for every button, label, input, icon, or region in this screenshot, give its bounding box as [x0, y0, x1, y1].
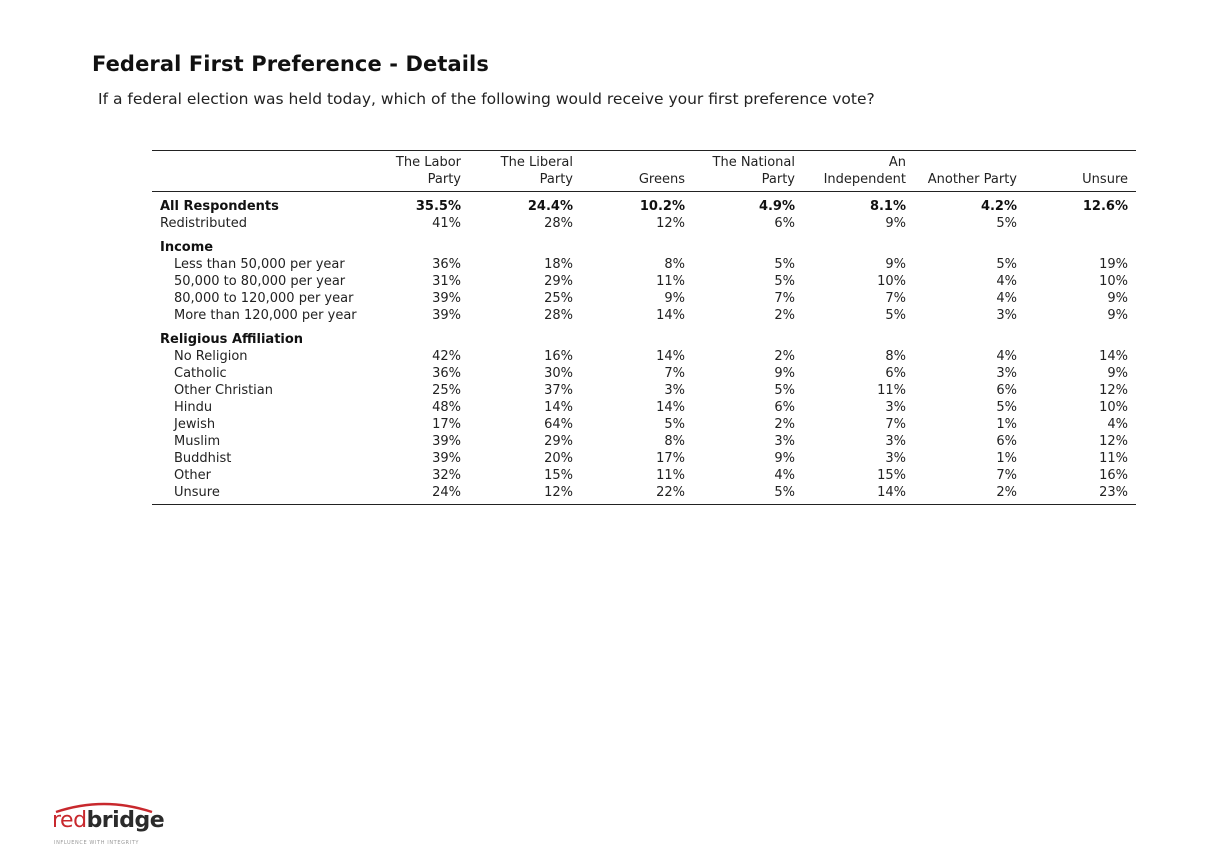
table-cell: 28%	[544, 216, 573, 231]
religion-row	[152, 348, 1136, 365]
table-cell: 30%	[544, 366, 573, 381]
table-cell: 9%	[885, 216, 906, 231]
table-cell: 1%	[996, 417, 1017, 432]
table-cell	[803, 324, 914, 348]
table-cell: 23%	[1025, 484, 1136, 505]
religion-row	[152, 382, 1136, 399]
redbridge-logo	[52, 800, 165, 852]
table-cell: 12%	[469, 484, 581, 505]
table-cell: 4%	[774, 468, 795, 483]
table-cell: 5%	[774, 274, 795, 289]
table-cell: 9%	[664, 291, 685, 306]
religion-row	[152, 399, 1136, 416]
table-cell: 17%	[432, 417, 461, 432]
income-row	[152, 256, 1136, 273]
table-cell: 32%	[432, 468, 461, 483]
table-cell: 8%	[664, 257, 685, 272]
table-cell: 3%	[664, 383, 685, 398]
table-cell: 4%	[996, 291, 1017, 306]
table-cell	[914, 324, 1025, 348]
income-row	[152, 273, 1136, 290]
row-label: Hindu	[174, 400, 213, 415]
table-cell: 37%	[544, 383, 573, 398]
row-label: No Religion	[174, 349, 248, 364]
table-cell: 9%	[1107, 366, 1128, 381]
table-cell: 2%	[774, 417, 795, 432]
table-cell: 12%	[656, 216, 685, 231]
table-cell: 9%	[774, 366, 795, 381]
logo-wordmark: redbridge	[52, 808, 165, 833]
table-cell: 5%	[885, 308, 906, 323]
row-redistributed	[152, 215, 1136, 232]
table-cell: 39%	[432, 308, 461, 323]
table-cell: 8%	[885, 349, 906, 364]
row-label: Muslim	[174, 434, 221, 449]
income-row	[152, 307, 1136, 324]
table-cell: 8.1%	[869, 199, 906, 214]
row-label: Income	[160, 240, 214, 255]
table-cell: 1%	[996, 451, 1017, 466]
religion-row	[152, 467, 1136, 484]
table-cell: 64%	[544, 417, 573, 432]
table-cell	[1025, 215, 1136, 232]
table-cell: 15%	[877, 468, 906, 483]
table-cell: 29%	[544, 434, 573, 449]
table-cell	[374, 232, 469, 256]
table-cell: 25%	[432, 383, 461, 398]
table-cell: 10%	[1099, 274, 1128, 289]
table-cell: 14%	[656, 308, 685, 323]
table-cell: 41%	[432, 216, 461, 231]
row-label: 50,000 to 80,000 per year	[174, 274, 346, 289]
table-cell: 7%	[885, 291, 906, 306]
table-cell: 5%	[996, 216, 1017, 231]
table-cell: 15%	[544, 468, 573, 483]
column-header: Greens	[581, 151, 693, 192]
table-cell: 14%	[656, 349, 685, 364]
row-label: Other	[174, 468, 211, 483]
table-cell: 4.2%	[980, 199, 1017, 214]
table-cell: 12.6%	[1082, 199, 1128, 214]
table-cell: 25%	[544, 291, 573, 306]
table-cell	[374, 324, 469, 348]
table-cell: 2%	[774, 308, 795, 323]
religion-row	[152, 416, 1136, 433]
table-cell: 31%	[432, 274, 461, 289]
table-cell: 35.5%	[415, 199, 461, 214]
row-label: All Respondents	[160, 199, 279, 214]
table-cell: 16%	[544, 349, 573, 364]
table-cell: 11%	[877, 383, 906, 398]
page-title: Federal First Preference - Details	[92, 52, 489, 76]
table-cell	[1025, 324, 1136, 348]
table-cell: 48%	[432, 400, 461, 415]
row-label: Religious Affiliation	[160, 332, 304, 347]
table-cell	[581, 232, 693, 256]
table-cell	[803, 232, 914, 256]
table-cell: 9%	[774, 451, 795, 466]
table-cell: 6%	[996, 434, 1017, 449]
header-spacer	[152, 151, 374, 192]
table-cell	[581, 324, 693, 348]
column-header: An Independent	[803, 151, 914, 192]
table-cell: 8%	[664, 434, 685, 449]
table-cell: 24.4%	[527, 199, 573, 214]
table-cell: 24%	[374, 484, 469, 505]
table-cell: 14%	[803, 484, 914, 505]
table-cell: 5%	[774, 383, 795, 398]
table-cell: 14%	[656, 400, 685, 415]
table-cell: 3%	[996, 366, 1017, 381]
table-cell	[1025, 232, 1136, 256]
religion-row	[152, 365, 1136, 382]
table-cell: 39%	[432, 434, 461, 449]
income-row	[152, 290, 1136, 307]
table-cell: 12%	[1099, 434, 1128, 449]
table-cell: 6%	[885, 366, 906, 381]
table-cell: 11%	[1099, 451, 1128, 466]
row-label: Redistributed	[160, 216, 247, 231]
table-cell: 2%	[914, 484, 1025, 505]
religion-row	[152, 450, 1136, 467]
table-cell	[469, 232, 581, 256]
table-cell: 20%	[544, 451, 573, 466]
column-header: Another Party	[914, 151, 1025, 192]
table-cell: 4%	[996, 274, 1017, 289]
column-header: Unsure	[1025, 151, 1136, 192]
table-cell: 9%	[1107, 308, 1128, 323]
table-cell: 14%	[544, 400, 573, 415]
table-cell: 11%	[656, 274, 685, 289]
column-header: The National Party	[693, 151, 803, 192]
table-cell: 4%	[1107, 417, 1128, 432]
row-label: Catholic	[174, 366, 227, 381]
table-cell: 42%	[432, 349, 461, 364]
table-cell: 5%	[996, 257, 1017, 272]
table-cell: 6%	[996, 383, 1017, 398]
table-cell: 7%	[996, 468, 1017, 483]
section-religious-affiliation	[152, 324, 1136, 348]
row-label: Jewish	[174, 417, 216, 432]
table-header-row	[152, 151, 1136, 192]
row-all-respondents	[152, 192, 1136, 216]
table-cell: 2%	[774, 349, 795, 364]
table-cell	[693, 324, 803, 348]
table-cell: 5%	[774, 257, 795, 272]
table-cell	[693, 232, 803, 256]
table-cell: 9%	[1107, 291, 1128, 306]
results-table	[152, 150, 1136, 505]
table-cell: 5%	[996, 400, 1017, 415]
table-cell: 7%	[664, 366, 685, 381]
table-cell: 6%	[774, 216, 795, 231]
table-cell	[914, 232, 1025, 256]
row-label: Buddhist	[174, 451, 232, 466]
table-cell: 3%	[885, 434, 906, 449]
question-subtitle: If a federal election was held today, which of the following would receive your first preference vote?	[98, 90, 875, 108]
table-cell: 18%	[544, 257, 573, 272]
table-cell: 5%	[664, 417, 685, 432]
table-cell: 39%	[432, 451, 461, 466]
table-cell: 29%	[544, 274, 573, 289]
religion-row	[152, 433, 1136, 450]
column-header: The Liberal Party	[469, 151, 581, 192]
table-cell: 6%	[774, 400, 795, 415]
table-cell: 16%	[1099, 468, 1128, 483]
table-cell: 3%	[774, 434, 795, 449]
table-cell: 7%	[885, 417, 906, 432]
row-label: Unsure	[152, 484, 374, 505]
table-cell: 10.2%	[639, 199, 685, 214]
table-cell	[469, 324, 581, 348]
table-cell: 28%	[544, 308, 573, 323]
row-label: More than 120,000 per year	[174, 308, 357, 323]
table-cell: 12%	[1099, 383, 1128, 398]
row-label: Other Christian	[174, 383, 274, 398]
table-cell: 4%	[996, 349, 1017, 364]
table-cell: 11%	[656, 468, 685, 483]
table-cell: 3%	[885, 451, 906, 466]
table-cell: 14%	[1099, 349, 1128, 364]
logo-tagline: INFLUENCE WITH INTEGRITY	[54, 840, 140, 846]
table-cell: 36%	[432, 257, 461, 272]
table-cell: 7%	[774, 291, 795, 306]
table-cell: 10%	[1099, 400, 1128, 415]
table-cell: 22%	[581, 484, 693, 505]
table-cell: 3%	[996, 308, 1017, 323]
table-cell: 10%	[877, 274, 906, 289]
table-cell: 9%	[885, 257, 906, 272]
row-label: 80,000 to 120,000 per year	[174, 291, 354, 306]
table-cell: 39%	[432, 291, 461, 306]
table-cell: 36%	[432, 366, 461, 381]
religion-row	[152, 484, 1136, 505]
table-cell: 19%	[1099, 257, 1128, 272]
table-cell: 17%	[656, 451, 685, 466]
table-cell: 4.9%	[758, 199, 795, 214]
table-cell: 5%	[693, 484, 803, 505]
section-income	[152, 232, 1136, 256]
row-label: Less than 50,000 per year	[174, 257, 345, 272]
column-header: The Labor Party	[374, 151, 469, 192]
table-cell: 3%	[885, 400, 906, 415]
